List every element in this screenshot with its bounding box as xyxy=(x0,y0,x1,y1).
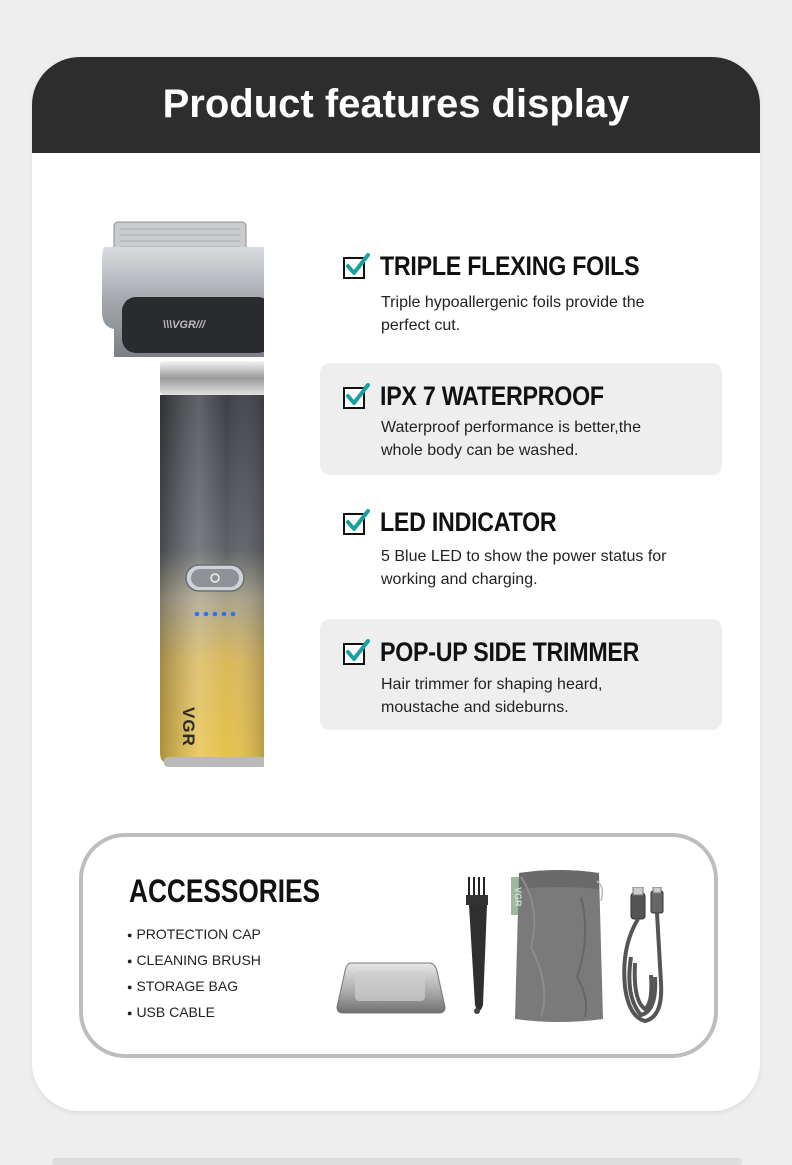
feature-desc-line: Hair trimmer for shaping heard, xyxy=(381,676,603,693)
feature-description xyxy=(381,545,711,591)
usb-cable-image xyxy=(611,887,677,1027)
feature-description xyxy=(381,673,711,719)
feature-item xyxy=(320,619,722,730)
feature-title-row xyxy=(342,379,640,413)
feature-title: POP-UP SIDE TRIMMER xyxy=(380,636,640,667)
list-item: ● STORAGE BAG xyxy=(127,973,261,999)
feature-title: TRIPLE FLEXING FOILS xyxy=(380,250,640,281)
shaver-image xyxy=(64,217,264,777)
feature-desc-line: 5 Blue LED to show the power status for xyxy=(381,548,667,565)
accessories-title: ACCESSORIES xyxy=(129,873,321,909)
feature-desc-line: moustache and sideburns. xyxy=(381,699,569,716)
svg-text:\\\VGR///: \\\VGR/// xyxy=(162,319,206,331)
feature-item xyxy=(320,249,722,345)
accessories-box xyxy=(79,833,718,1058)
feature-desc-line: perfect cut. xyxy=(381,317,461,334)
feature-item xyxy=(320,363,722,475)
feature-description xyxy=(381,291,711,337)
feature-title-row xyxy=(342,505,585,539)
feature-item xyxy=(320,505,722,601)
page-title: Product features display xyxy=(162,82,630,126)
feature-desc-line: working and charging. xyxy=(381,571,538,588)
check-icon xyxy=(342,638,370,666)
shaver-brand-logo: VGR xyxy=(179,707,198,747)
list-item: ● PROTECTION CAP xyxy=(127,921,261,947)
feature-description xyxy=(381,416,711,462)
protection-cap-image xyxy=(335,957,447,1019)
check-icon xyxy=(342,508,370,536)
feature-title-row xyxy=(342,635,681,669)
bag-brand-label: VGR xyxy=(513,887,523,907)
feature-title: LED INDICATOR xyxy=(380,506,557,537)
storage-bag-image xyxy=(511,867,607,1027)
feature-desc-line: Triple hypoallergenic foils provide the xyxy=(381,294,645,311)
accessories-list xyxy=(127,921,261,1025)
header-bar xyxy=(32,57,760,153)
feature-desc-line: whole body can be washed. xyxy=(381,442,579,459)
list-item: ● CLEANING BRUSH xyxy=(127,947,261,973)
list-item: ● USB CABLE xyxy=(127,999,261,1025)
check-icon xyxy=(342,252,370,280)
check-icon xyxy=(342,382,370,410)
cleaning-brush-image xyxy=(461,875,495,1019)
bottom-divider xyxy=(52,1158,742,1165)
feature-desc-line: Waterproof performance is better,the xyxy=(381,419,641,436)
feature-title-row xyxy=(342,249,682,283)
feature-title: IPX 7 WATERPROOF xyxy=(380,380,604,411)
features-card xyxy=(32,57,760,1111)
